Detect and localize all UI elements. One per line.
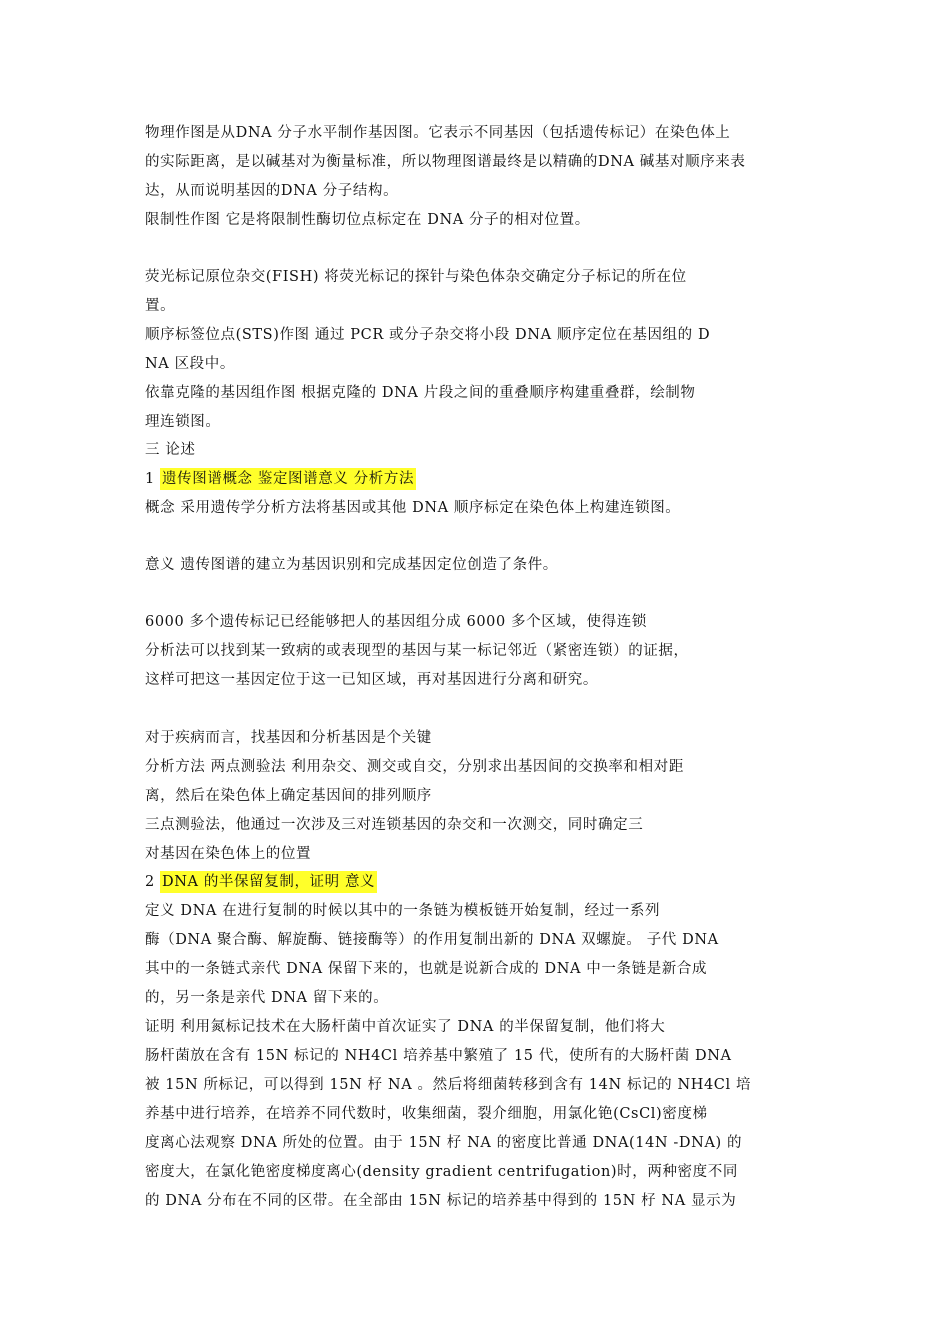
- markers-6000-line-3: 这样可把这一基因定位于这一已知区域，再对基因进行分离和研究。: [145, 672, 598, 688]
- question-2-heading: [145, 872, 815, 892]
- proof-line-4: 养基中进行培养，在培养不同代数时，收集细菌，裂介细胞，用氯化铯(CsCl)密度梯: [145, 1106, 708, 1122]
- question-2-number: 2: [145, 874, 161, 890]
- question-1-heading: [145, 469, 815, 489]
- sts-line-2: NA 区段中。: [145, 356, 235, 372]
- proof-line-1: 证明 利用氮标记技术在大肠杆菌中首次证实了 DNA 的半保留复制，他们将大: [145, 1019, 666, 1035]
- sts-line-1: 顺序标签位点(STS)作图 通过 PCR 或分子杂交将小段 DNA 顺序定位在基因组的 D: [145, 327, 711, 343]
- physical-map-line-3: 达，从而说明基因的DNA 分子结构。: [145, 183, 399, 199]
- disease-key-line: 对于疾病而言，找基因和分析基因是个关键: [145, 730, 432, 746]
- restriction-map-line: 限制性作图 它是将限制性酶切位点标定在 DNA 分子的相对位置。: [145, 212, 590, 228]
- question-1-number: 1: [145, 471, 161, 487]
- definition-line-2: 酶（DNA 聚合酶、解旋酶、链接酶等）的作用复制出新的 DNA 双螺旋。 子代 DNA: [145, 932, 719, 948]
- fish-line-2: 置。: [145, 298, 176, 314]
- definition-line-1: 定义 DNA 在进行复制的时候以其中的一条链为模板链开始复制，经过一系列: [145, 903, 661, 919]
- concept-line: 概念 采用遗传学分析方法将基因或其他 DNA 顺序标定在染色体上构建连锁图。: [145, 500, 681, 516]
- proof-line-3: 被 15N 所标记，可以得到 15N 杍 NA 。然后将细菌转移到含有 14N 标记的 NH4Cl 培: [145, 1077, 752, 1093]
- proof-line-6: 密度大，在氯化铯密度梯度离心(density gradient centrifugation)时，两种密度不同: [145, 1164, 738, 1180]
- proof-line-2: 肠杆菌放在含有 15N 标记的 NH4Cl 培养基中繁殖了 15 代，使所有的大肠杆菌 DNA: [145, 1048, 732, 1064]
- physical-map-line-2: 的实际距离，是以碱基对为衡量标准，所以物理图谱最终是以精确的DNA 碱基对顺序来表: [145, 154, 746, 170]
- significance-line: 意义 遗传图谱的建立为基因识别和完成基因定位创造了条件。: [145, 557, 558, 573]
- three-point-test-line-2: 对基因在染色体上的位置: [145, 846, 312, 862]
- physical-map-line-1: 物理作图是从DNA 分子水平制作基因图。它表示不同基因（包括遗传标记）在染色体上: [145, 125, 731, 141]
- definition-line-4: 的，另一条是亲代 DNA 留下来的。: [145, 990, 389, 1006]
- proof-line-5: 度离心法观察 DNA 所处的位置。由于 15N 杍 NA 的密度比普通 DNA(14N -DNA) 的: [145, 1135, 743, 1151]
- two-point-test-line-1: 分析方法 两点测验法 利用杂交、测交或自交，分别求出基因间的交换率和相对距: [145, 759, 684, 775]
- question-2-title-highlight: DNA 的半保留复制，证明 意义: [160, 871, 377, 893]
- markers-6000-line-2: 分析法可以找到某一致病的或表现型的基因与某一标记邻近（紧密连锁）的证据，: [145, 643, 689, 659]
- three-point-test-line-1: 三点测验法，他通过一次涉及三对连锁基因的杂交和一次测交，同时确定三: [145, 817, 644, 833]
- clone-map-line-1: 依靠克隆的基因组作图 根据克隆的 DNA 片段之间的重叠顺序构建重叠群，绘制物: [145, 385, 696, 401]
- markers-6000-line-1: 6000 多个遗传标记已经能够把人的基因组分成 6000 多个区域，使得连锁: [145, 614, 647, 630]
- proof-line-7: 的 DNA 分布在不同的区带。在全部由 15N 标记的培养基中得到的 15N 杍 NA 显示为: [145, 1193, 737, 1209]
- section-three-heading: 三 论述: [145, 442, 196, 458]
- clone-map-line-2: 理连锁图。: [145, 414, 221, 430]
- question-1-title-highlight: 遗传图谱概念 鉴定图谱意义 分析方法: [160, 468, 416, 490]
- fish-line-1: 荧光标记原位杂交(FISH) 将荧光标记的探针与染色体杂交确定分子标记的所在位: [145, 269, 687, 285]
- two-point-test-line-2: 离，然后在染色体上确定基因间的排列顺序: [145, 788, 432, 804]
- definition-line-3: 其中的一条链式亲代 DNA 保留下来的，也就是说新合成的 DNA 中一条链是新合成: [145, 961, 708, 977]
